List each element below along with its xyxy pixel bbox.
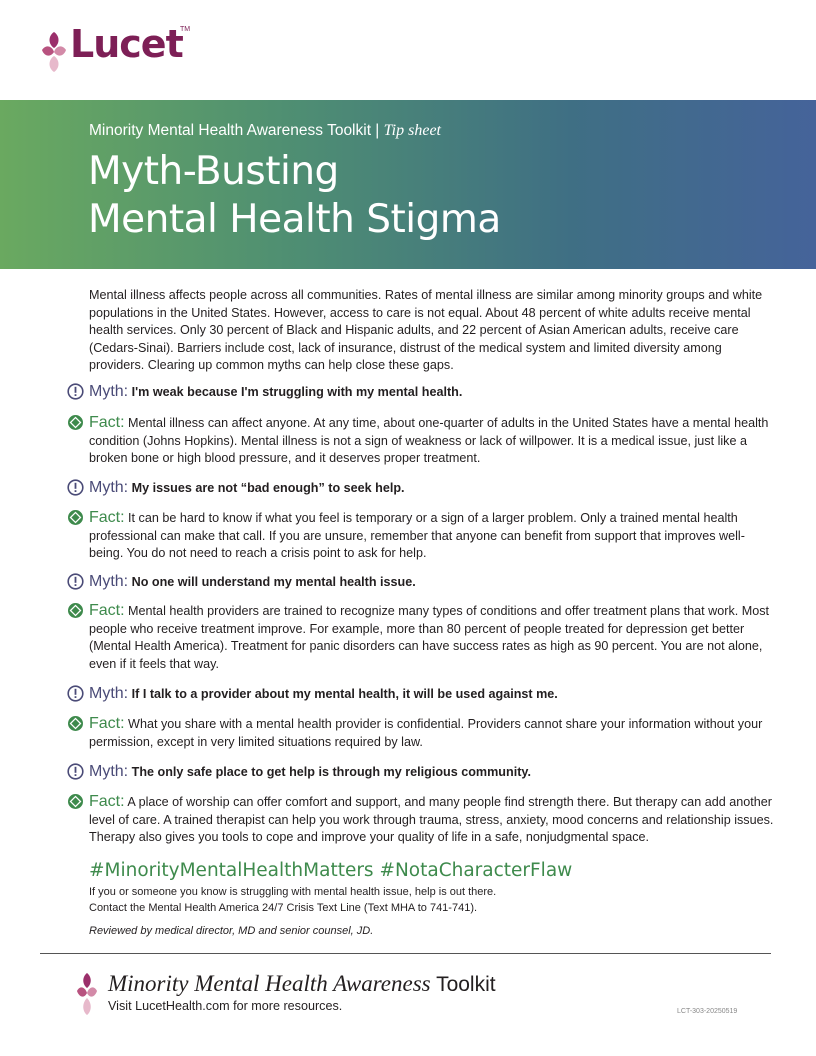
myth-item bbox=[67, 685, 779, 704]
check-badge-icon bbox=[67, 602, 84, 619]
myth-lead: Myth: bbox=[89, 763, 129, 780]
exclamation-circle-icon bbox=[67, 479, 84, 496]
toolkit-kicker bbox=[89, 122, 441, 140]
fact-text: Mental health providers are trained to recognize many types of conditions and offer treatment plans that work. Most people who receive treatment improve. For example, more than 80 percent of people treated for depression get better (Mental Health America). Treatment for panic disorders can have success rates as high as 90 percent. You are not alone, even if it feels that way. bbox=[89, 604, 770, 671]
reviewed-note: Reviewed by medical director, MD and senior counsel, JD. bbox=[89, 925, 374, 937]
fact-item bbox=[67, 414, 779, 468]
fact-item bbox=[67, 793, 779, 847]
myth-text: If I talk to a provider about my mental health, it will be used against me. bbox=[128, 687, 558, 701]
help-line-1: If you or someone you know is struggling with mental health issue, help is out there. bbox=[89, 886, 497, 898]
lucet-wordmark: Lucet bbox=[70, 22, 183, 66]
check-badge-icon bbox=[67, 715, 84, 732]
myth-item bbox=[67, 479, 779, 498]
myth-item bbox=[67, 573, 779, 592]
fact-lead: Fact: bbox=[89, 793, 125, 810]
document-code: LCT-303-20250519 bbox=[677, 1008, 738, 1015]
trademark-mark: TM bbox=[180, 26, 191, 33]
myth-text: My issues are not “bad enough” to seek help. bbox=[128, 481, 405, 495]
fact-lead: Fact: bbox=[89, 509, 125, 526]
myth-lead: Myth: bbox=[89, 383, 129, 400]
title-line-2: Mental Health Stigma bbox=[88, 197, 501, 242]
check-badge-icon bbox=[67, 509, 84, 526]
fact-text: Mental illness can affect anyone. At any time, about one-quarter of adults in the United States have a mental health condition (Johns Hopkins). Mental illness is not a sign of weakness or lack of willpower. It is a medical issue, just like a broken bone or high blood pressure, and it deserves proper treatment. bbox=[89, 416, 769, 465]
lucet-logo bbox=[40, 22, 200, 86]
exclamation-circle-icon bbox=[67, 383, 84, 400]
hashtags: #MinorityMentalHealthMatters #NotaCharacterFlaw bbox=[89, 860, 573, 881]
title-line-1: Myth-Busting bbox=[88, 149, 339, 194]
check-badge-icon bbox=[67, 414, 84, 431]
fact-lead: Fact: bbox=[89, 715, 125, 732]
myth-item bbox=[67, 763, 779, 782]
exclamation-circle-icon bbox=[67, 685, 84, 702]
kicker-tip-sheet: Tip sheet bbox=[383, 122, 441, 139]
fact-item bbox=[67, 715, 779, 751]
fact-text: It can be hard to know if what you feel is temporary or a sign of a larger problem. Only a trained mental health professional can make that call. If you are unsure, remember that anyone can benefit from support that improves well-being. You do not need to reach a crisis point to ask for help. bbox=[89, 511, 745, 560]
footer-divider bbox=[40, 953, 771, 954]
page-title bbox=[88, 148, 501, 244]
kicker-text: Minority Mental Health Awareness Toolkit | bbox=[89, 122, 384, 139]
fact-lead: Fact: bbox=[89, 414, 125, 431]
header-banner bbox=[0, 100, 816, 269]
help-info bbox=[89, 884, 496, 916]
myth-text: The only safe place to get help is through my religious community. bbox=[128, 765, 531, 779]
check-badge-icon bbox=[67, 793, 84, 810]
help-line-2: Contact the Mental Health America 24/7 Crisis Text Line (Text MHA to 741-741). bbox=[89, 902, 478, 914]
intro-paragraph: Mental illness affects people across all communities. Rates of mental illness are similar among minority groups and white populations in the United States. However, access to care is not equal. About 48 percent of white adults receive mental health services. Only 30 percent of Black and Hispanic adults, and 22 percent of Asian American adults, receive care (Cedars-Sinai). Barriers include cost, lack of insurance, distrust of the medical system and limited diversity among providers. Clearing up common myths can help close these gaps. bbox=[89, 288, 763, 372]
exclamation-circle-icon bbox=[67, 573, 84, 590]
myth-text: I'm weak because I'm struggling with my mental health. bbox=[128, 385, 463, 399]
lucet-flower-mark-icon bbox=[76, 972, 98, 1016]
fact-item bbox=[67, 509, 779, 563]
fact-lead: Fact: bbox=[89, 602, 125, 619]
footer-title-plain: Toolkit bbox=[430, 973, 496, 996]
myth-lead: Myth: bbox=[89, 479, 129, 496]
fact-text: A place of worship can offer comfort and support, and many people find strength there. But therapy can add another level of care. A trained therapist can help you work through trauma, stress, anxiety, mood concerns and relationship issues. Therapy also gives you tools to cope and improve your quality of life in a safe, nonjudgmental space. bbox=[89, 795, 774, 844]
footer-title-italic: Minority Mental Health Awareness bbox=[108, 971, 431, 996]
footer-title bbox=[108, 971, 496, 997]
myth-item bbox=[67, 383, 779, 402]
lucet-flower-mark-icon bbox=[40, 30, 68, 74]
footer-visit-link: Visit LucetHealth.com for more resources. bbox=[108, 999, 343, 1013]
myth-lead: Myth: bbox=[89, 685, 129, 702]
fact-text: What you share with a mental health provider is confidential. Providers cannot share your information without your permission, except in very limited situations required by law. bbox=[89, 717, 763, 749]
myth-text: No one will understand my mental health issue. bbox=[128, 575, 416, 589]
myth-lead: Myth: bbox=[89, 573, 129, 590]
fact-item bbox=[67, 602, 779, 673]
exclamation-circle-icon bbox=[67, 763, 84, 780]
